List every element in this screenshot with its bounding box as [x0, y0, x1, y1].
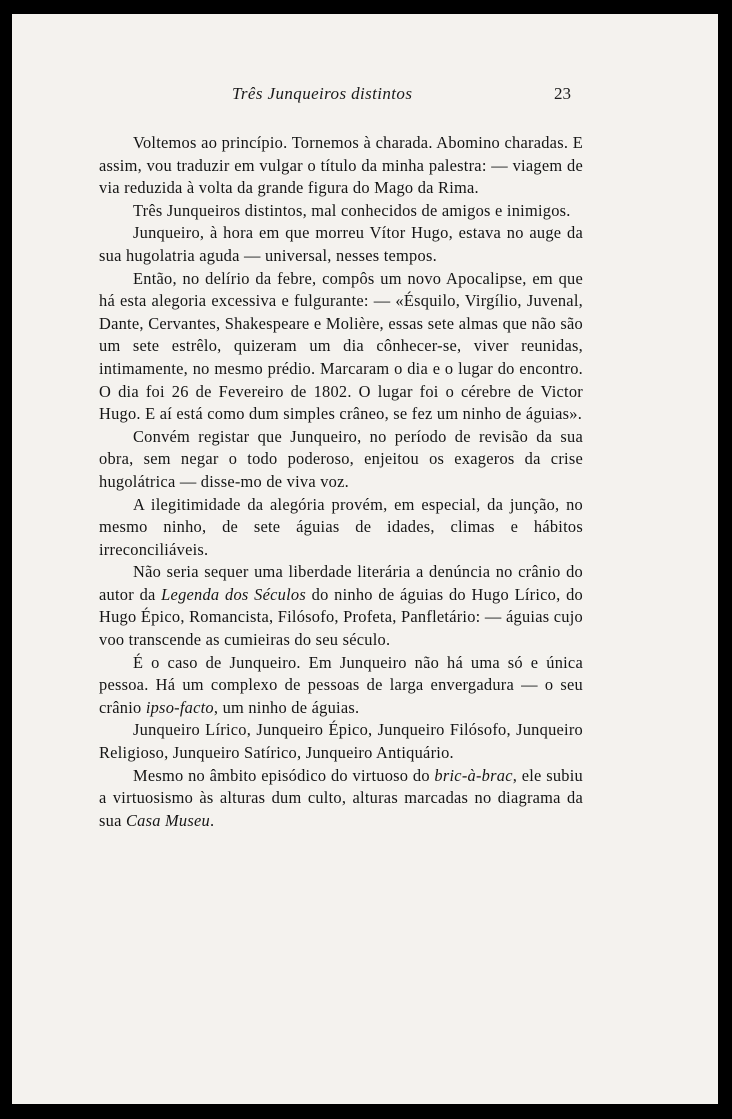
page-header [12, 84, 718, 108]
paragraph-8: É o caso de Junqueiro. Em Junqueiro não há uma só e única pessoa. Há um complexo de pessoas de larga envergadura — o seu crânio ipso-facto, um ninho de águias. [99, 652, 583, 717]
paragraph-7: Não seria sequer uma liberdade literária a denúncia no crânio do autor da Legenda dos Séculos do ninho de águias do Hugo Lírico, do Hugo Épico, Romancista, Filósofo, Profeta, Panfletário: — águias cujo voo transcende as cumieiras do seu século. [99, 562, 583, 650]
paragraph-9: Junqueiro Lírico, Junqueiro Épico, Junqueiro Filósofo, Junqueiro Religioso, Junqueiro Satírico, Junqueiro Antiquário. [99, 720, 583, 763]
running-title: Três Junqueiros distintos [232, 84, 413, 103]
body-text [99, 132, 583, 832]
paragraph-1: Voltemos ao princípio. Tornemos à charada. Abomino charadas. E assim, vou traduzir em vulgar o título da minha palestra: — viagem de via reduzida à volta da grande figura do Mago da Rima. [99, 133, 583, 198]
book-page [12, 14, 718, 1104]
page-number: 23 [554, 84, 571, 103]
paragraph-6: A ilegitimidade da alegória provém, em especial, da junção, no mesmo ninho, de sete águias de idades, climas e hábitos irreconciliáveis. [99, 494, 583, 559]
paragraph-4: Então, no delírio da febre, compôs um novo Apocalipse, em que há esta alegoria excessiva e fulgurante: — «Ésquilo, Virgílio, Juvenal, Dante, Cervantes, Shakespeare e Molière, essas sete almas que não são um sete estrêlo, quizeram um dia cônhecer-se, viver reunidas, intimamente, no mesmo prédio. Marcaram o dia e o lugar do encontro. O dia foi 26 de Fevereiro de 1802. O lugar foi o cérebre de Victor Hugo. E aí está como dum simples crâneo, se fez um ninho de águias». [99, 268, 583, 424]
paragraph-5: Convém registar que Junqueiro, no período de revisão da sua obra, sem negar o todo poderoso, enjeitou os exageros da crise hugolátrica — disse-mo de viva voz. [99, 426, 583, 491]
paragraph-3: Junqueiro, à hora em que morreu Vítor Hugo, estava no auge da sua hugolatria aguda — universal, nesses tempos. [99, 223, 583, 265]
paragraph-10: Mesmo no âmbito episódico do virtuoso do bric-à-brac, ele subiu a virtuosismo às alturas dum culto, alturas marcadas no diagrama da sua Casa Museu. [99, 765, 583, 830]
paragraph-2: Três Junqueiros distintos, mal conhecidos de amigos e inimigos. [133, 200, 571, 220]
